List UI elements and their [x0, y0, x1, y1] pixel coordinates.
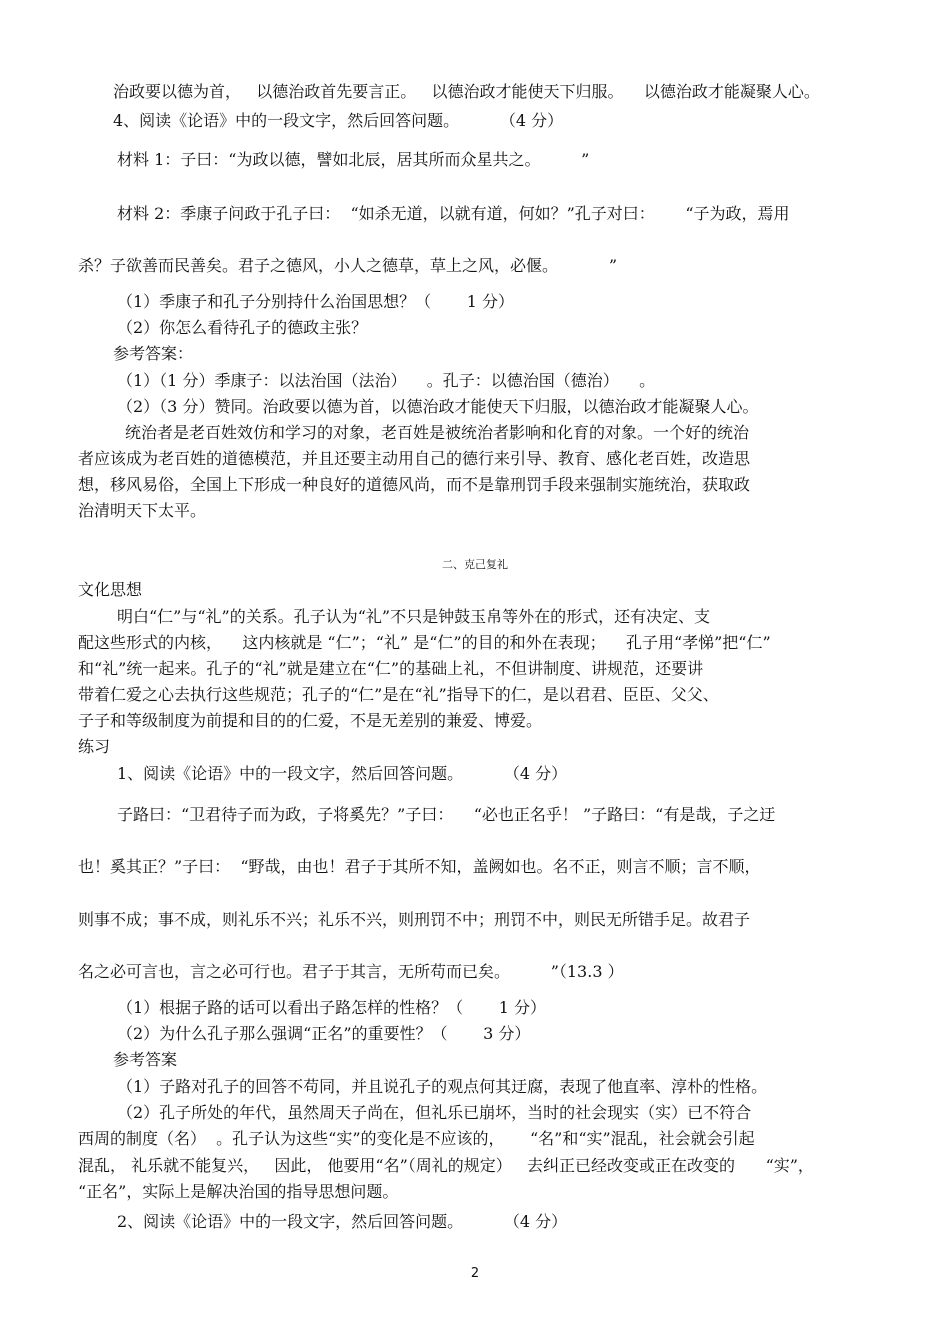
sub-question: （2）你怎么看待孔子的德政主张？	[117, 318, 368, 337]
sub-question: （1）根据子路的话可以看出子路怎样的性格？（ 1 分）	[117, 998, 547, 1017]
question-heading: 1、阅读《论语》中的一段文字，然后回答问题。 （4 分）	[117, 764, 568, 783]
question-heading: 4、阅读《论语》中的一段文字，然后回答问题。 （4 分）	[113, 111, 564, 130]
paragraph-line: 子子和等级制度为前提和目的的仁爱，不是无差别的兼爱、博爱。	[78, 711, 543, 730]
answer-line: 西周的制度（名） 。孔子认为这些“实”的变化是不应该的， “名”和“实”混乱，社会就会引起	[78, 1129, 755, 1148]
answer-line: 治清明天下太平。	[78, 501, 207, 520]
paragraph-line: 和“礼”统一起来。孔子的“礼”就是建立在“仁”的基础上礼，不但讲制度、讲规范，还要讲	[78, 659, 704, 678]
answer-line: 统治者是老百姓效仿和学习的对象，老百姓是被统治者影响和化育的对象。一个好的统治	[125, 423, 750, 442]
question-heading: 2、阅读《论语》中的一段文字，然后回答问题。 （4 分）	[117, 1212, 568, 1231]
text-line: 治政要以德为首， 以德治政首先要言正。 以德治政才能使天下归服。 以德治政才能凝聚人心。	[113, 82, 820, 101]
sub-question: （2）为什么孔子那么强调“正名”的重要性？（ 3 分）	[117, 1024, 531, 1043]
subsection-heading: 文化思想	[78, 580, 143, 599]
page-number: 2	[470, 1266, 480, 1281]
material-line: 则事不成；事不成，则礼乐不兴；礼乐不兴，则刑罚不中；刑罚不中，则民无所错手足。故君子	[78, 910, 751, 929]
material-line: 子路曰：“卫君待子而为政，子将奚先？”子曰： “必也正名乎！ ”子路曰：“有是哉，子之迂	[117, 805, 776, 824]
paragraph-line: 明白“仁”与“礼”的关系。孔子认为“礼”不只是钟鼓玉帛等外在的形式，还有决定、支	[117, 607, 711, 626]
answer-line: （2）孔子所处的年代，虽然周天子尚在，但礼乐已崩坏，当时的社会现实（实）已不符合	[117, 1103, 752, 1122]
material-line: 也！奚其正？”子曰： “野哉，由也！君子于其所不知，盖阙如也。名不正，则言不顺；言不顺，	[78, 857, 761, 876]
answer-line: “正名”，实际上是解决治国的指导思想问题。	[78, 1182, 399, 1201]
paragraph-line: 配这些形式的内核， 这内核就是 “仁”；“礼” 是“仁”的目的和外在表现； 孔子用“孝悌”把“仁”	[78, 633, 771, 652]
paragraph-line: 带着仁爱之心去执行这些规范；孔子的“仁”是在“礼”指导下的仁，是以君君、臣臣、父父、	[78, 685, 719, 704]
answer-heading: 参考答案	[113, 1050, 178, 1069]
answer-line: （1）（1 分）季康子：以法治国（法治） 。孔子：以德治国（德治） 。	[117, 371, 656, 390]
subsection-heading: 练习	[78, 737, 111, 756]
answer-line: 混乱， 礼乐就不能复兴， 因此， 他要用“名”（周礼的规定） 去纠正已经改变或正在改变的 “实”，	[78, 1156, 814, 1175]
answer-heading: 参考答案：	[113, 344, 194, 363]
answer-line: 者应该成为老百姓的道德模范，并且还要主动用自己的德行来引导、教育、感化老百姓，改造思	[78, 449, 751, 468]
material-line: 材料 1：子曰：“为政以德，譬如北辰，居其所而众星共之。 ”	[117, 150, 590, 169]
answer-line: （1）子路对孔子的回答不苟同，并且说孔子的观点何其迂腐，表现了他直率、淳朴的性格。	[117, 1077, 768, 1096]
answer-line: （2）（3 分）赞同。治政要以德为首，以德治政才能使天下归服，以德治政才能凝聚人心。	[117, 397, 759, 416]
answer-line: 想，移风易俗，全国上下形成一种良好的道德风尚，而不是靠刑罚手段来强制实施统治，获取政	[78, 475, 751, 494]
material-line: 杀？子欲善而民善矣。君子之德风，小人之德草，草上之风，必偃。 ”	[78, 256, 618, 275]
section-title: 二、克己复礼	[442, 558, 508, 571]
sub-question: （1）季康子和孔子分别持什么治国思想？（ 1 分）	[117, 292, 515, 311]
material-line: 材料 2：季康子问政于孔子曰： “如杀无道，以就有道，何如？”孔子对曰： “子为政，焉用	[117, 204, 790, 223]
material-line: 名之必可言也，言之必可行也。君子于其言，无所苟而已矣。 ”（13.3 ）	[78, 962, 624, 981]
